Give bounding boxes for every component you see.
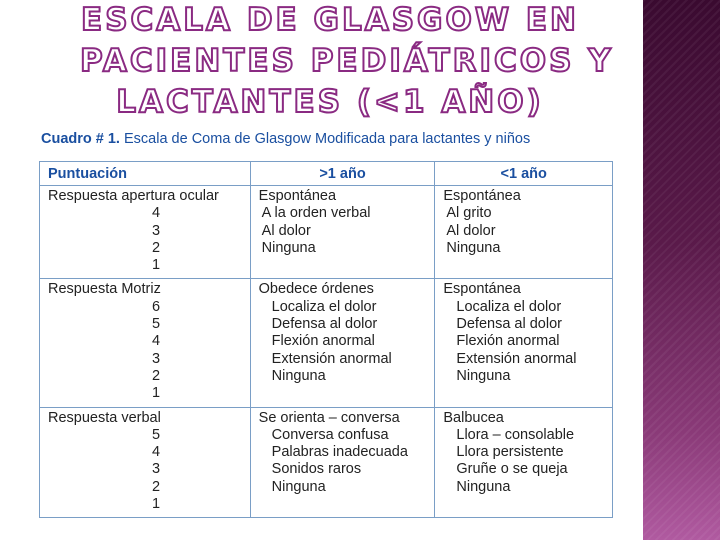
title-line-3: LACTANTES (<1 AÑO) [116, 84, 544, 120]
gt1-responses-cell [250, 407, 435, 518]
table-row [40, 407, 613, 518]
lt1-responses-cell [435, 186, 613, 279]
response-item: Al grito [446, 205, 492, 222]
response-item: Localiza el dolor [271, 298, 377, 315]
score-value: 1 [152, 496, 161, 513]
section-label: Respuesta verbal [48, 409, 161, 426]
response-item: Ninguna [446, 239, 501, 256]
response-item: Llora persistente [456, 444, 564, 461]
header-puntuacion: Puntuación [40, 162, 251, 186]
response-item: Ninguna [271, 367, 326, 384]
response-item: Al dolor [446, 222, 496, 239]
title-line-2: PACIENTES PEDIÁTRICOS Y [80, 43, 614, 79]
response-item: Ninguna [261, 239, 316, 256]
response-item: Flexión anormal [456, 333, 560, 350]
lt1-responses-cell [435, 407, 613, 518]
response-item: Extensión anormal [456, 350, 577, 367]
response-item: Flexión anormal [271, 333, 375, 350]
response-item: Balbucea [443, 409, 504, 426]
response-item: Ninguna [456, 478, 511, 495]
response-item: Gruñe o se queja [456, 461, 568, 478]
score-cell [40, 186, 251, 279]
response-item: Espontánea [258, 188, 337, 204]
response-item: Espontánea [443, 281, 521, 298]
score-value: 5 [152, 426, 161, 443]
lt1-responses-cell [435, 279, 613, 407]
decorative-side-band [643, 0, 720, 540]
gt1-responses-cell [250, 186, 435, 279]
score-value: 1 [152, 385, 161, 402]
table-row [40, 279, 613, 407]
table-row [40, 186, 613, 279]
score-value: 4 [152, 444, 161, 461]
header-gt1: >1 año [250, 162, 435, 186]
response-item: Extensión anormal [271, 350, 392, 367]
response-item: A la orden verbal [261, 205, 371, 222]
score-cell [40, 279, 251, 407]
score-value: 2 [152, 239, 161, 256]
response-item: Al dolor [261, 222, 311, 239]
response-item: Obedece órdenes [258, 281, 374, 298]
response-item: Espontánea [443, 188, 521, 204]
response-item: Ninguna [271, 478, 326, 495]
table-body [40, 186, 613, 518]
score-value: 4 [152, 333, 161, 350]
response-item: Conversa confusa [271, 426, 389, 443]
score-value: 3 [152, 461, 161, 478]
table-header-row [40, 162, 613, 186]
response-item: Ninguna [456, 367, 511, 384]
response-item: Sonidos raros [271, 461, 362, 478]
score-value: 3 [152, 222, 161, 239]
score-value: 1 [152, 257, 161, 274]
response-item: Se orienta – conversa [258, 409, 400, 426]
score-value: 4 [152, 205, 161, 222]
response-item: Llora – consolable [456, 426, 575, 443]
title-line-1: ESCALA DE GLASGOW EN [81, 2, 579, 38]
response-item: Palabras inadecuada [271, 444, 408, 461]
response-item: Defensa al dolor [271, 316, 378, 333]
table-caption [41, 131, 621, 147]
caption-label: Cuadro # 1. [41, 131, 120, 147]
glasgow-scale-table [39, 161, 613, 518]
response-item: Defensa al dolor [456, 316, 562, 333]
response-item: Localiza el dolor [456, 298, 562, 315]
score-value: 2 [152, 367, 161, 384]
score-value: 5 [152, 316, 161, 333]
score-value: 3 [152, 350, 161, 367]
slide-title [80, 0, 614, 123]
score-value: 6 [152, 298, 161, 315]
score-value: 2 [152, 478, 161, 495]
section-label: Respuesta Motriz [48, 281, 161, 298]
caption-text: Escala de Coma de Glasgow Modificada para lactantes y niños [119, 131, 531, 147]
score-cell [40, 407, 251, 518]
header-lt1: <1 año [435, 162, 613, 186]
section-label: Respuesta apertura ocular [48, 188, 219, 204]
gt1-responses-cell [250, 279, 435, 407]
